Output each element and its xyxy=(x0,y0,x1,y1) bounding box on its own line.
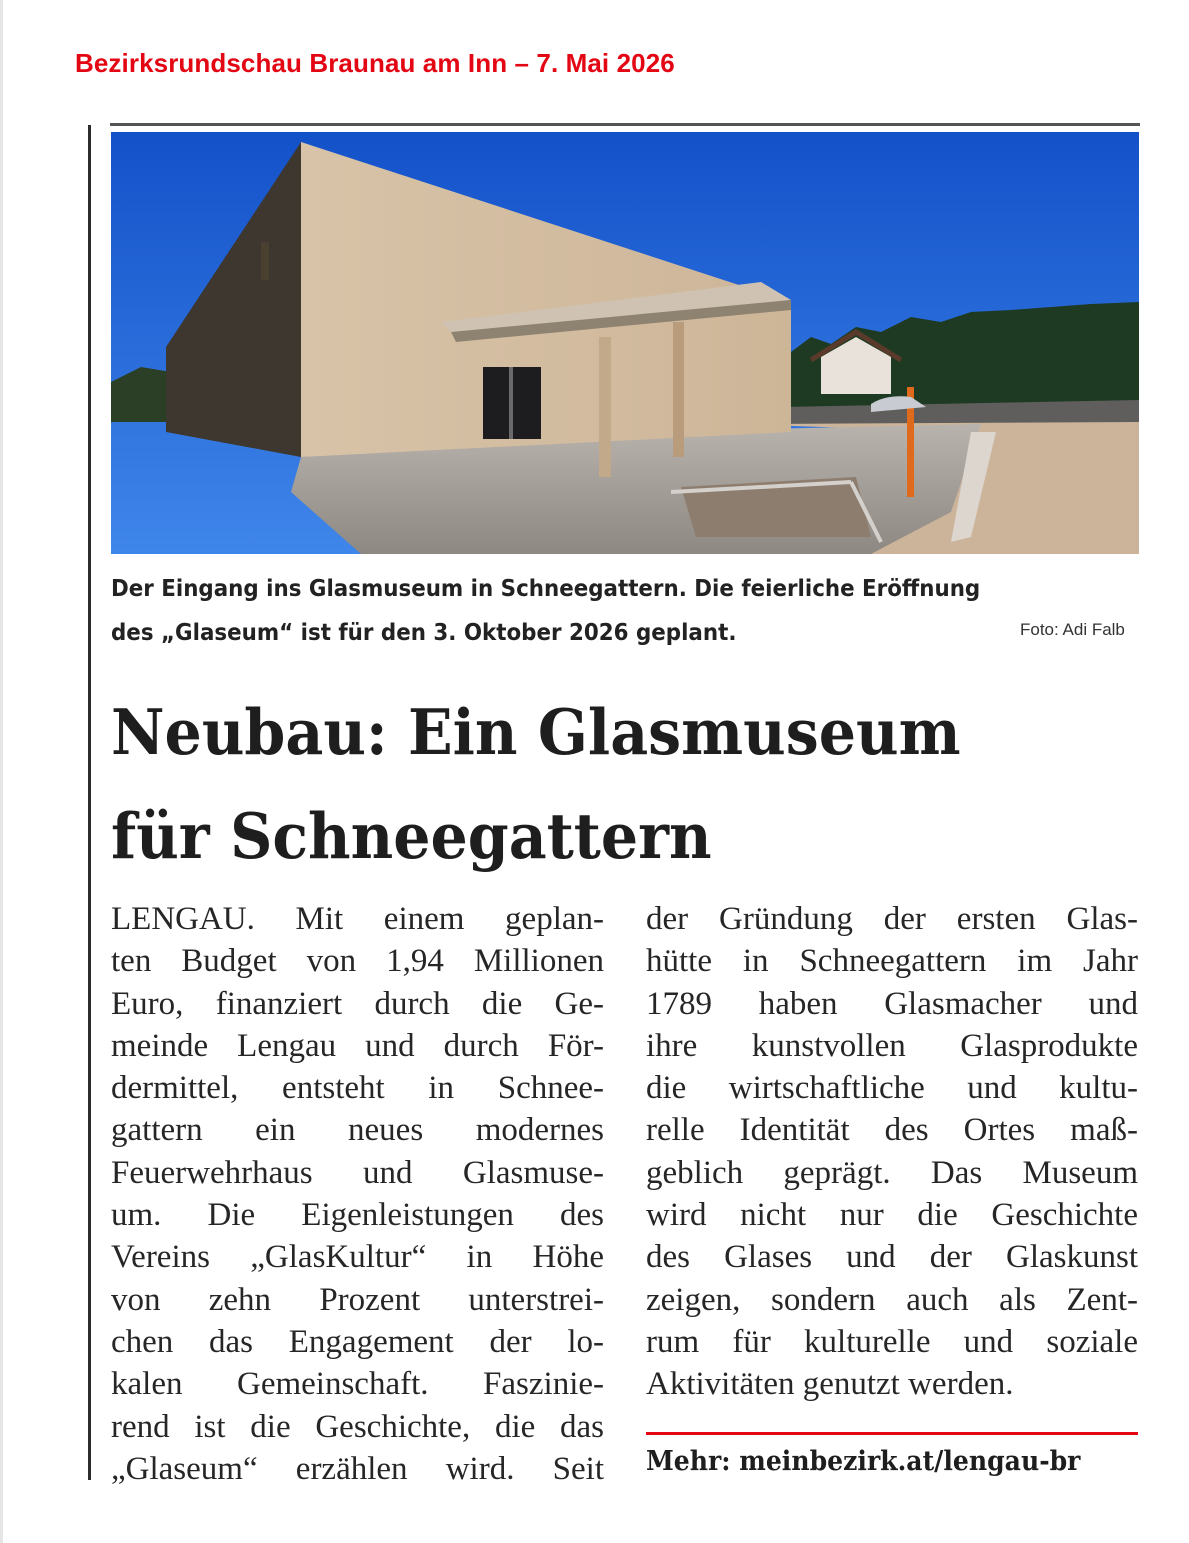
body-line: wird nicht nur die Geschichte xyxy=(646,1197,1138,1234)
body-line: der Gründung der ersten Glas- xyxy=(646,901,1138,937)
body-line: die wirtschaftliche und kultu- xyxy=(646,1070,1138,1107)
page-edge-line xyxy=(0,0,3,1543)
body-line: rum für kulturelle und soziale xyxy=(646,1323,1138,1360)
caption-line: des „Glaseum“ ist für den 3. Oktober 2026 geplant. xyxy=(111,620,737,646)
body-line: Euro, finanziert durch die Ge- xyxy=(111,985,604,1022)
more-link[interactable]: Mehr: meinbezirk.at/lengau-br xyxy=(646,1446,1081,1477)
body-line: rend ist die Geschichte, die das xyxy=(111,1408,604,1445)
body-line: zeigen, sondern auch als Zent- xyxy=(646,1281,1138,1318)
headline-line: Neubau: Ein Glasmuseum xyxy=(111,695,961,769)
clipping-vertical-rule xyxy=(88,125,91,1480)
body-line: „Glaseum“ erzählen wird. Seit xyxy=(111,1450,604,1487)
body-line: chen das Engagement der lo- xyxy=(111,1323,604,1360)
body-line: meinde Lengau und durch För- xyxy=(111,1027,604,1064)
body-line: hütte in Schneegattern im Jahr xyxy=(646,943,1138,980)
more-link-divider xyxy=(646,1432,1138,1435)
body-line: relle Identität des Ortes maß- xyxy=(646,1112,1138,1149)
photo-credit: Foto: Adi Falb xyxy=(1020,620,1125,639)
body-line: Feuerwehrhaus und Glasmuse- xyxy=(111,1154,604,1191)
photo-caption xyxy=(111,567,1067,655)
body-line: dermittel, entsteht in Schnee- xyxy=(111,1070,604,1107)
body-line: des Glases und der Glaskunst xyxy=(646,1239,1138,1276)
caption-line: Der Eingang ins Glasmuseum in Schneegattern. Die feierliche Eröffnung xyxy=(111,576,981,602)
body-line: ten Budget von 1,94 Millionen xyxy=(111,943,604,980)
headline-line: für Schneegattern xyxy=(111,799,712,873)
body-line: gattern ein neues modernes xyxy=(111,1112,604,1149)
body-line: geblich geprägt. Das Museum xyxy=(646,1154,1138,1191)
body-line: ihre kunstvollen Glasprodukte xyxy=(646,1027,1138,1064)
article-photo xyxy=(111,132,1139,554)
body-line: LENGAU. Mit einem geplan- xyxy=(111,901,604,937)
article-headline xyxy=(111,680,1088,888)
article-top-rule xyxy=(110,123,1140,126)
body-line: von zehn Prozent unterstrei- xyxy=(111,1281,604,1318)
body-column-right xyxy=(646,898,1138,1406)
body-line: Aktivitäten genutzt werden. xyxy=(646,1366,1014,1403)
body-line: kalen Gemeinschaft. Faszinie- xyxy=(111,1366,604,1403)
body-line: um. Die Eigenleistungen des xyxy=(111,1197,604,1234)
body-line: Vereins „GlasKultur“ in Höhe xyxy=(111,1239,604,1276)
body-line: 1789 haben Glasmacher und xyxy=(646,985,1138,1022)
body-column-left xyxy=(111,898,604,1490)
source-header: Bezirksrundschau Braunau am Inn – 7. Mai 2026 xyxy=(75,48,675,78)
